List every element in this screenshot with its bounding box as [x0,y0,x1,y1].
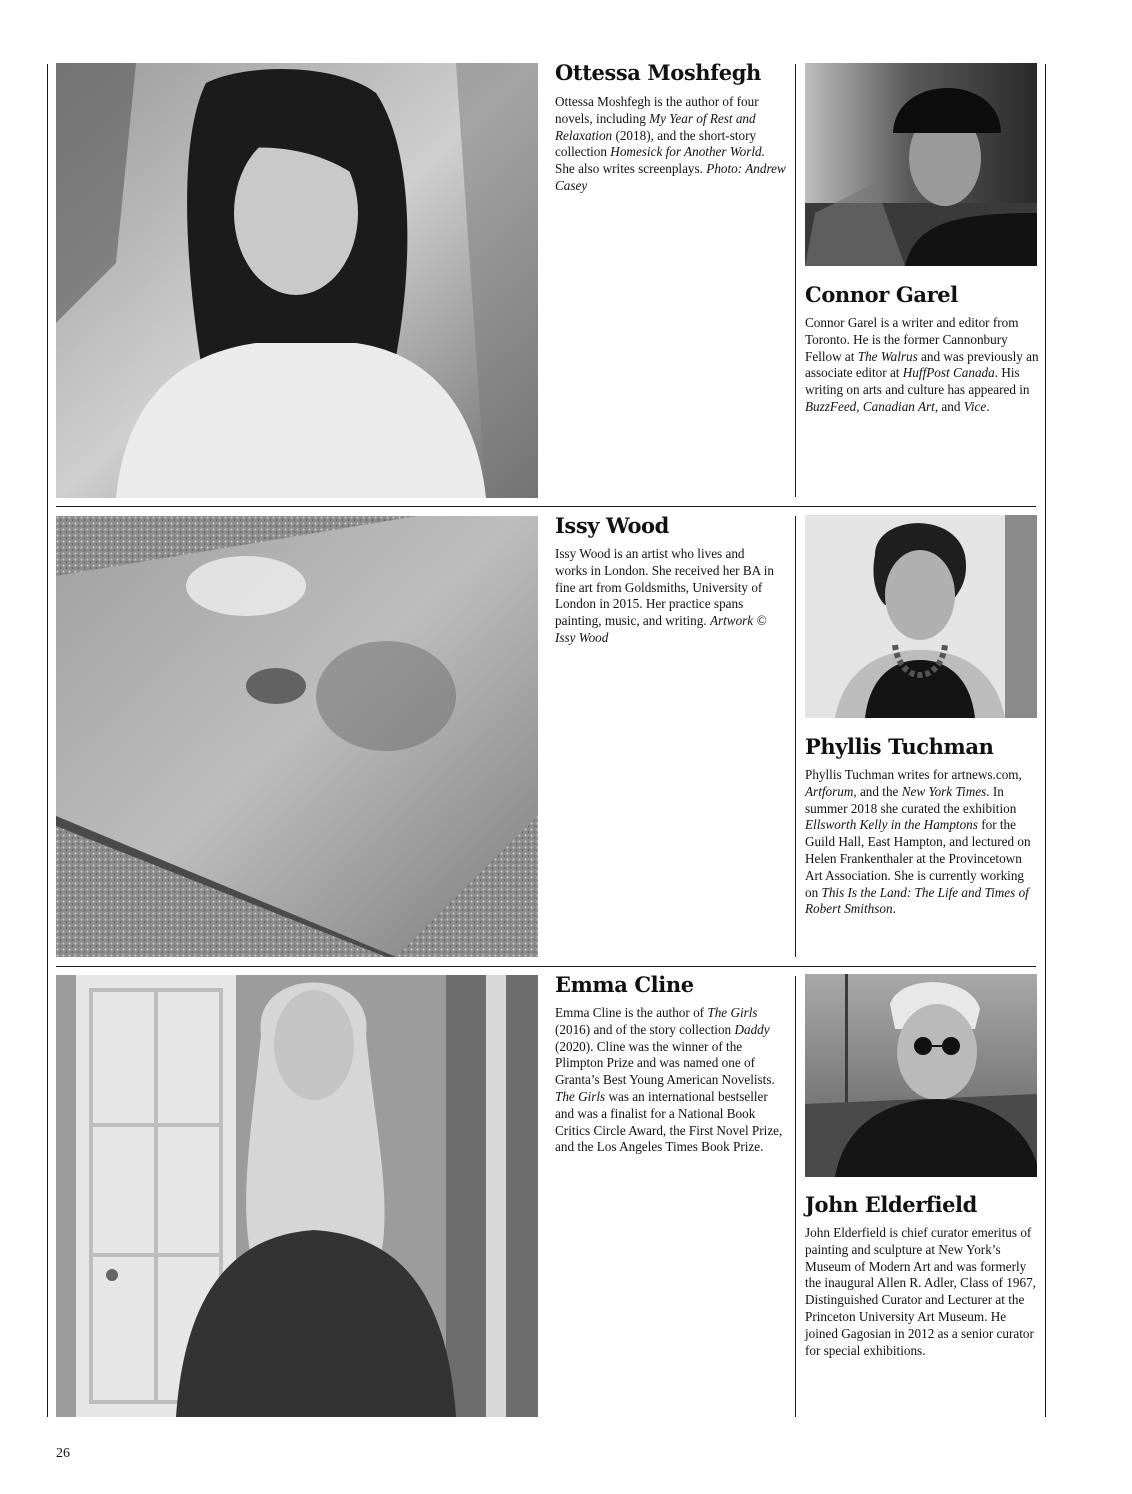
bio-text-run: (2016) and of the story collection [555,1021,735,1037]
bio-italic-run: My Year of Rest and Relaxation [555,110,756,143]
contributor-name: Connor Garel [805,282,958,307]
bio-text-run: John Elderfield is chief curator emeritus of painting and sculpture at New York’s Museum of Modern Art and was formerly the inaugural Allen R. Adler, Class of 1967, Distinguished Curator and Lecturer at the Princeton University Art Museum. He joined Gagosian in 2012 as a senior curator for special exhibitions. [805,1225,1036,1358]
contributor-bio [805,767,1039,918]
bio-text-run: , [856,398,863,414]
page-number: 26 [56,1446,70,1461]
contributor-bio [805,315,1039,416]
bio-italic-run: This Is the Land: The Life and Times of Robert Smithson [805,884,1029,917]
contributor-name: Emma Cline [555,972,694,997]
bio-text-run: Ottessa Moshfegh is the author of four novels, including [555,94,759,126]
bio-text-run: for the Guild Hall, East Hampton, and lectured on Helen Frankenthaler at the Provincetown Art Association. She is currently working on [805,817,1031,900]
bio-italic-run: Ellsworth Kelly in the Hamptons [805,817,978,833]
bio-italic-run: The Walrus [857,348,918,364]
bio-text-run: . [986,398,990,414]
photo-phyllis-tuchman [805,515,1037,718]
left-column-rule [47,64,48,1417]
photo-john-elderfield [805,974,1037,1177]
bio-text-run: , and the [853,783,902,799]
bio-text-run: Connor Garel is a writer and editor from Toronto. He is the former Cannonbury Fellow at [805,315,1019,364]
bio-text-run: . His writing on arts and culture has appeared in [805,365,1030,398]
bio-italic-run: The Girls [707,1005,758,1020]
bio-italic-run: BuzzFeed [805,398,857,414]
bio-italic-run: Photo: Andrew Casey [555,161,786,193]
contributor-bio [805,1225,1039,1359]
bio-italic-run: HuffPost Canada [902,365,995,381]
bio-text-run: (2018), and the short-story collection [555,127,757,160]
bio-text-run: . [892,901,896,917]
photo-emma-cline [56,975,538,1417]
bio-text-run: (2020). Cline was the winner of the Plimpton Prize and was named one of Granta’s Best Young American Novelists. [555,1038,775,1088]
photo-connor-garel [805,63,1037,266]
bio-text-run: Phyllis Tuchman writes for artnews.com, [805,767,1022,782]
row-divider-2 [56,966,1036,967]
bio-text-run: Emma Cline is the author of [555,1005,708,1020]
bio-italic-run: Canadian Art [862,398,935,414]
bio-italic-run: The Girls [555,1088,606,1104]
bio-italic-run: Vice [963,398,987,414]
bio-text-run: and was previously an associate editor at [805,348,1039,381]
bio-text-run: was an international bestseller and was a finalist for a National Book Critics Circle Award, the First Novel Prize, and the Los Angeles Times Book Prize. [555,1088,783,1155]
contributor-name: Issy Wood [555,513,669,538]
middle-column-rule-3 [795,976,796,1417]
contributor-name: John Elderfield [805,1192,977,1217]
bio-italic-run: Artforum [805,783,854,799]
bio-italic-run: Daddy [734,1021,770,1037]
contributor-bio [555,546,779,647]
bio-italic-run: Homesick for Another World. [610,144,765,160]
contributor-name: Phyllis Tuchman [805,734,994,759]
bio-italic-run: New York Times [901,783,987,799]
bio-text-run: , and [934,398,964,414]
contributor-bio [555,1005,783,1156]
right-column-rule [1045,64,1046,1417]
contributor-bio [555,94,787,195]
photo-issy-wood-artwork [56,516,538,957]
bio-text-run: Issy Wood is an artist who lives and works in London. She received her BA in fine art from Goldsmiths, University of London in 2015. Her practice spans painting, music, and writing. [555,546,775,629]
bio-text-run: . In summer 2018 she curated the exhibition [805,783,1017,816]
middle-column-rule-1 [795,64,796,497]
contributor-name: Ottessa Moshfegh [555,60,761,85]
bio-text-run: She also writes screenplays. [555,161,707,177]
middle-column-rule-2 [795,516,796,957]
bio-italic-run: Artwork © Issy Wood [555,613,767,645]
row-divider-1 [56,506,1036,507]
photo-ottessa-moshfegh [56,63,538,498]
